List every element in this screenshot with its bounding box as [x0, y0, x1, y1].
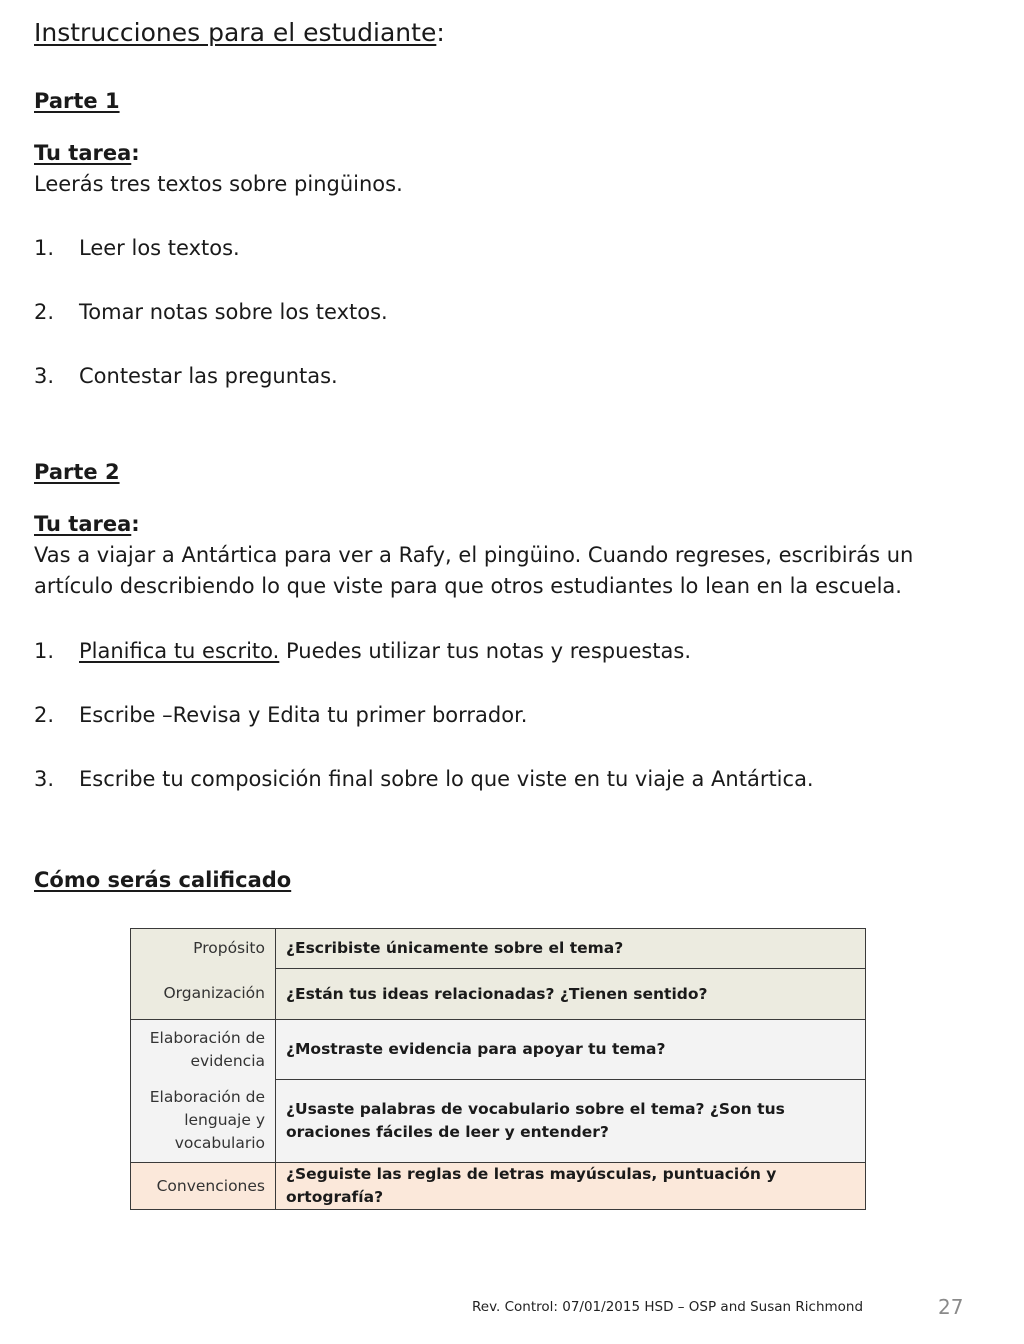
part2-step-text: Planifica tu escrito. Puedes utilizar tus notas y respuestas.	[79, 639, 692, 663]
rubric-criterion: Elaboración de evidencia	[131, 1020, 276, 1080]
part2-task-label: Tu tarea:	[34, 512, 140, 536]
rubric-question: ¿Están tus ideas relacionadas? ¿Tienen sentido?	[276, 969, 866, 1020]
part2-step-number: 1.	[34, 639, 55, 663]
revision-footer: Rev. Control: 07/01/2015 HSD – OSP and Susan Richmond	[472, 1299, 864, 1315]
part1-task-text: Leerás tres textos sobre pingüinos.	[34, 172, 403, 196]
part2-task-text-line2: artículo describiendo lo que viste para que otros estudiantes lo lean en la escuela.	[34, 574, 902, 598]
part2-step-text: Escribe –Revisa y Edita tu primer borrador.	[79, 703, 528, 727]
rubric-criterion: Organización	[131, 969, 276, 1020]
page-title: Instrucciones para el estudiante:	[34, 18, 445, 47]
rubric-row	[131, 1020, 866, 1080]
rubric-question: ¿Seguiste las reglas de letras mayúsculas, puntuación y ortografía?	[276, 1163, 866, 1210]
rubric-row	[131, 1080, 866, 1163]
rubric-question: ¿Escribiste únicamente sobre el tema?	[276, 929, 866, 969]
rubric-question: ¿Usaste palabras de vocabulario sobre el tema? ¿Son tus oraciones fáciles de leer y entender?	[276, 1080, 866, 1163]
part1-step-number: 2.	[34, 300, 55, 324]
part2-step-number: 2.	[34, 703, 55, 727]
page-number: 27	[938, 1295, 964, 1319]
rubric-row	[131, 929, 866, 969]
grading-rubric-table	[130, 928, 866, 1210]
rubric-criterion: Propósito	[131, 929, 276, 969]
part2-step-number: 3.	[34, 767, 55, 791]
part1-step-number: 1.	[34, 236, 55, 260]
part1-step-text: Leer los textos.	[79, 236, 240, 260]
part1-heading: Parte 1	[34, 89, 120, 113]
rubric-criterion: Elaboración de lenguaje y vocabulario	[131, 1080, 276, 1163]
rubric-row	[131, 1163, 866, 1210]
part2-task-text-line1: Vas a viajar a Antártica para ver a Rafy, el pingüino. Cuando regreses, escribirás un	[34, 543, 914, 567]
part1-step-number: 3.	[34, 364, 55, 388]
rubric-question: ¿Mostraste evidencia para apoyar tu tema?	[276, 1020, 866, 1080]
rubric-criterion: Convenciones	[131, 1163, 276, 1210]
part1-step-text: Tomar notas sobre los textos.	[79, 300, 388, 324]
grading-heading: Cómo serás calificado	[34, 868, 292, 892]
rubric-row	[131, 969, 866, 1020]
part2-heading: Parte 2	[34, 460, 120, 484]
part2-step-text: Escribe tu composición final sobre lo que viste en tu viaje a Antártica.	[79, 767, 814, 791]
part1-task-label: Tu tarea:	[34, 141, 140, 165]
part1-step-text: Contestar las preguntas.	[79, 364, 338, 388]
